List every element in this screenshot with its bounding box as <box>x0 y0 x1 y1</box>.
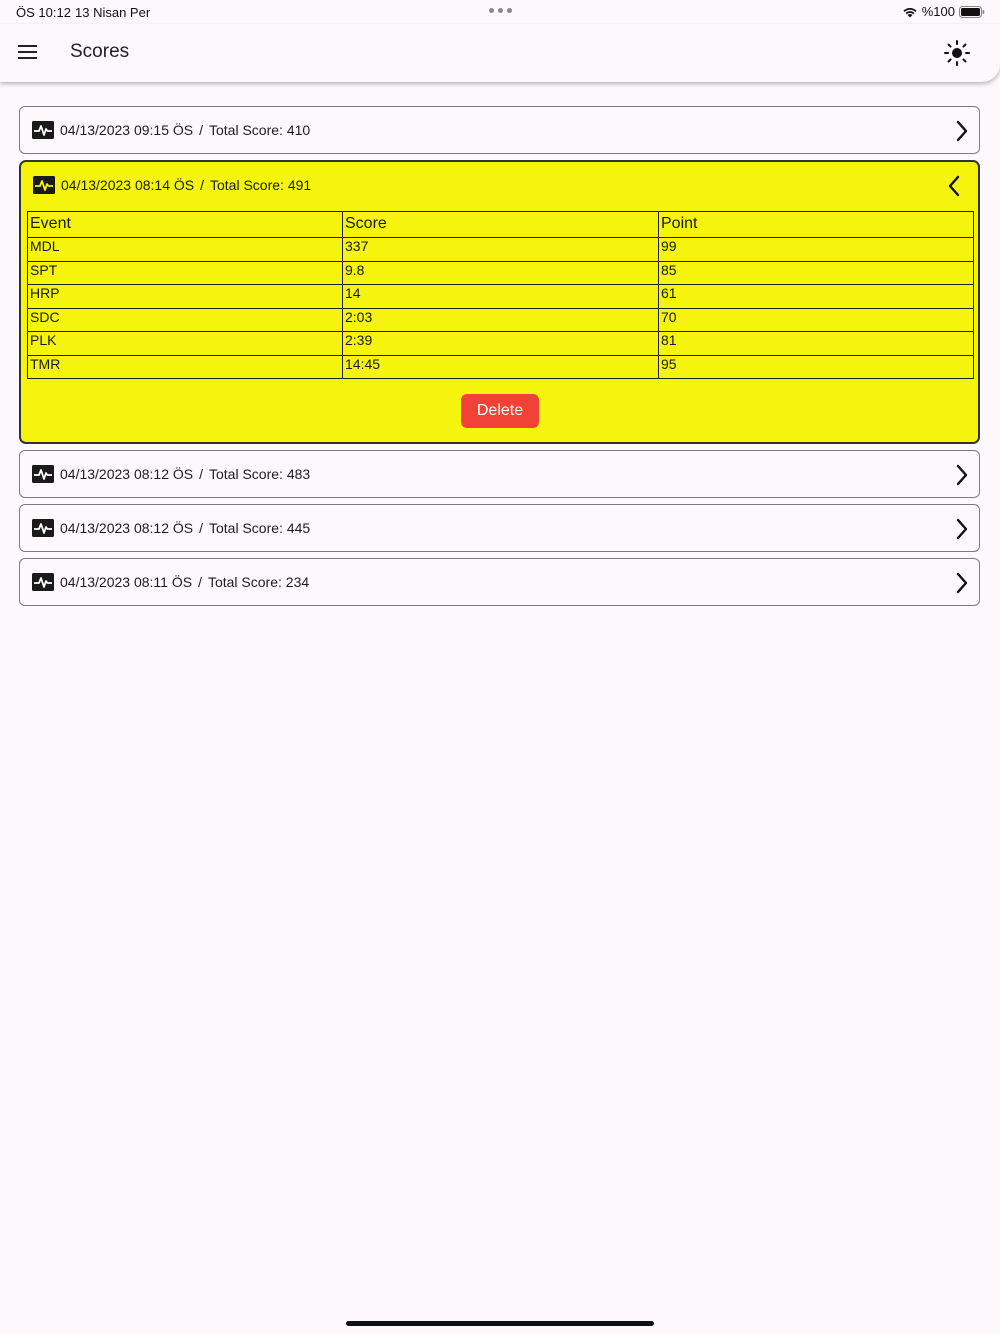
entry-separator: / <box>199 122 203 138</box>
table-row <box>28 261 974 285</box>
table-row <box>28 355 974 379</box>
entry-datetime: 04/13/2023 08:14 ÖS <box>61 177 195 193</box>
entry-separator: / <box>200 177 204 193</box>
hamburger-menu-icon[interactable] <box>14 37 42 65</box>
table-cell: MDL <box>28 238 343 262</box>
score-table <box>27 211 974 379</box>
table-cell: 61 <box>659 285 974 309</box>
home-indicator[interactable] <box>346 1321 654 1326</box>
status-bar <box>0 0 1000 24</box>
chevron-right-icon[interactable] <box>955 119 969 143</box>
entry-datetime: 04/13/2023 08:12 ÖS <box>60 520 194 536</box>
entry-datetime: 04/13/2023 08:12 ÖS <box>60 466 194 482</box>
table-cell: SPT <box>28 261 343 285</box>
score-entry[interactable] <box>19 450 980 498</box>
app-bar <box>0 24 1000 82</box>
battery-icon <box>959 6 985 18</box>
activity-pulse-icon <box>33 176 55 194</box>
multitasking-dots-icon[interactable] <box>489 8 512 13</box>
table-cell: 95 <box>659 355 974 379</box>
table-cell: 85 <box>659 261 974 285</box>
chevron-right-icon[interactable] <box>955 571 969 595</box>
sun-icon[interactable] <box>942 38 972 68</box>
entry-label <box>60 122 310 138</box>
table-cell: SDC <box>28 308 343 332</box>
activity-pulse-icon <box>32 465 54 483</box>
table-row <box>28 285 974 309</box>
table-cell: 14:45 <box>343 355 659 379</box>
activity-pulse-icon <box>32 573 54 591</box>
score-entry[interactable] <box>19 106 980 154</box>
table-cell: HRP <box>28 285 343 309</box>
activity-pulse-icon <box>32 121 54 139</box>
activity-pulse-icon <box>32 519 54 537</box>
entry-total-score: Total Score: 410 <box>209 122 311 138</box>
status-time: ÖS 10:12 <box>16 5 71 20</box>
table-cell: 2:39 <box>343 332 659 356</box>
entry-total-score: Total Score: 445 <box>209 520 311 536</box>
chevron-right-icon[interactable] <box>955 517 969 541</box>
entry-separator: / <box>198 574 202 590</box>
table-header-row <box>28 212 974 238</box>
table-header: Point <box>659 212 974 238</box>
table-cell: 81 <box>659 332 974 356</box>
chevron-left-icon[interactable] <box>947 174 961 198</box>
entry-label <box>60 466 310 482</box>
score-entry-expanded[interactable] <box>19 160 980 444</box>
entry-datetime: 04/13/2023 09:15 ÖS <box>60 122 194 138</box>
table-row <box>28 238 974 262</box>
table-cell: TMR <box>28 355 343 379</box>
battery-percent: %100 <box>921 4 955 19</box>
table-cell: 337 <box>343 238 659 262</box>
table-cell: 9.8 <box>343 261 659 285</box>
table-header: Score <box>343 212 659 238</box>
score-list <box>19 106 980 612</box>
chevron-right-icon[interactable] <box>955 463 969 487</box>
table-header: Event <box>28 212 343 238</box>
table-cell: 14 <box>343 285 659 309</box>
table-row <box>28 332 974 356</box>
entry-label <box>61 177 311 193</box>
entry-total-score: Total Score: 491 <box>210 177 312 193</box>
table-row <box>28 308 974 332</box>
score-entry[interactable] <box>19 558 980 606</box>
entry-total-score: Total Score: 234 <box>207 574 310 590</box>
table-cell: 99 <box>659 238 974 262</box>
entry-label <box>60 574 309 590</box>
entry-separator: / <box>199 520 203 536</box>
page-title: Scores <box>70 41 130 62</box>
score-entry[interactable] <box>19 504 980 552</box>
status-date: 13 Nisan Per <box>75 5 151 20</box>
delete-button[interactable]: Delete <box>461 394 539 428</box>
table-cell: 2:03 <box>343 308 659 332</box>
table-cell: PLK <box>28 332 343 356</box>
entry-datetime: 04/13/2023 08:11 ÖS <box>60 574 193 590</box>
table-cell: 70 <box>659 308 974 332</box>
entry-separator: / <box>199 466 203 482</box>
entry-label <box>60 520 310 536</box>
entry-total-score: Total Score: 483 <box>209 466 311 482</box>
wifi-icon <box>902 6 918 18</box>
